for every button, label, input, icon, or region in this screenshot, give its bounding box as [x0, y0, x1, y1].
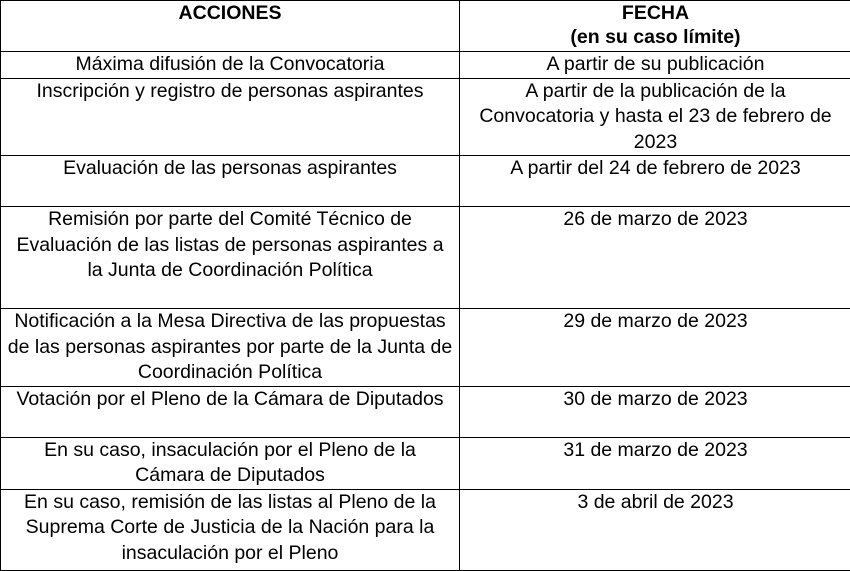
table-row [1, 309, 850, 387]
action-cell: Máxima difusión de la Convocatoria [1, 52, 460, 79]
actions-header-label: ACCIONES [7, 1, 453, 25]
action-cell: Votación por el Pleno de la Cámara de Diputados [1, 386, 460, 437]
date-cell: A partir de su publicación [460, 52, 850, 79]
date-column-header [460, 1, 850, 52]
date-cell: 3 de abril de 2023 [460, 489, 850, 570]
table-row [1, 437, 850, 489]
table-row [1, 386, 850, 437]
action-cell: Inscripción y registro de personas aspirantes [1, 78, 460, 156]
date-cell: A partir de la publicación de la Convocatoria y hasta el 23 de febrero de 2023 [460, 78, 850, 156]
action-cell: En su caso, insaculación por el Pleno de la Cámara de Diputados [1, 437, 460, 489]
date-cell: 30 de marzo de 2023 [460, 386, 850, 437]
table-row [1, 156, 850, 207]
table-row [1, 52, 850, 79]
action-cell: Evaluación de las personas aspirantes [1, 156, 460, 207]
table-row [1, 207, 850, 309]
action-cell: En su caso, remisión de las listas al Pleno de la Suprema Corte de Justicia de la Nación para la insaculación por el Pleno [1, 489, 460, 570]
date-cell: 29 de marzo de 2023 [460, 309, 850, 387]
date-header-label: FECHA [466, 1, 845, 25]
table-row [1, 489, 850, 570]
table-row [1, 78, 850, 156]
date-cell: 31 de marzo de 2023 [460, 437, 850, 489]
actions-column-header [1, 1, 460, 52]
header-row [1, 1, 850, 52]
date-cell: A partir del 24 de febrero de 2023 [460, 156, 850, 207]
date-header-sublabel: (en su caso límite) [466, 25, 845, 49]
date-cell: 26 de marzo de 2023 [460, 207, 850, 309]
action-cell: Remisión por parte del Comité Técnico de Evaluación de las listas de personas aspirantes a la Junta de Coordinación Política [1, 207, 460, 309]
action-cell: Notificación a la Mesa Directiva de las propuestas de las personas aspirantes por parte de la Junta de Coordinación Política [1, 309, 460, 387]
